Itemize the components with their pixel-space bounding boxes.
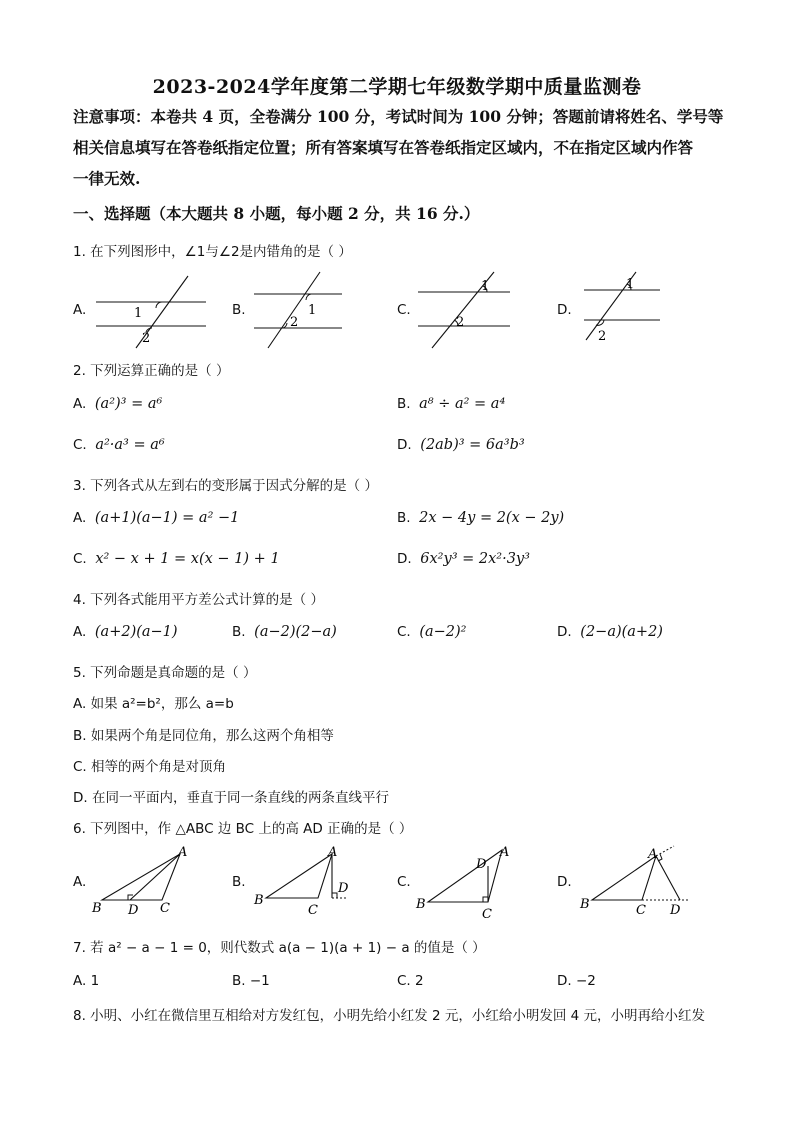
q6b-label-b: B	[254, 893, 264, 908]
q1-figure-b	[248, 268, 348, 350]
q3-option-b	[397, 510, 564, 526]
q6-label-a: A.	[73, 874, 87, 890]
q1b-label-1: 1	[308, 303, 317, 318]
notice-line-3: 一律无效.	[73, 169, 141, 188]
q6a-label-b: B	[92, 901, 102, 916]
q6c-right-angle	[483, 897, 488, 902]
q1c-label-1: 1	[481, 279, 490, 294]
q5-option-b: B. 如果两个角是同位角，那么这两个角相等	[73, 728, 334, 744]
q5-option-a: A. 如果 a²=b²，那么 a=b	[73, 696, 234, 712]
q6a-segment-ad	[130, 854, 180, 900]
q3-option-c	[73, 551, 280, 567]
q6-label-b: B.	[232, 874, 246, 890]
q6c-label-b: B	[416, 897, 426, 912]
q3-option-c-expr: x² − x + 1 = x(x − 1) + 1	[95, 551, 280, 567]
q6-figure-d	[578, 842, 700, 922]
q6d-label-c: C	[636, 903, 646, 918]
q2-option-b-expr: a⁸ ÷ a² = a⁴	[419, 396, 506, 412]
q6d-label-b: B	[580, 897, 590, 912]
q1-figure-c	[410, 268, 520, 350]
q6-figure-a	[88, 842, 200, 922]
q4-option-b-label: B.	[232, 624, 246, 640]
q2-option-a-expr: (a²)³ = a⁶	[94, 396, 163, 412]
q4-option-c-label: C.	[397, 624, 411, 640]
q3-option-d	[397, 551, 530, 567]
q6d-label-d: D	[670, 903, 681, 918]
q1d-label-2: 2	[598, 329, 607, 344]
exam-title: 2023-2024学年度第二学期七年级数学期中质量监测卷	[152, 76, 642, 98]
q2-option-c-label: C.	[73, 437, 87, 453]
notice-line-2: 相关信息填写在答卷纸指定位置；所有答案填写在答卷纸指定区域内，不在指定区域内作答	[73, 138, 694, 157]
q6-figure-c	[414, 842, 526, 922]
q2-option-b-label: B.	[397, 396, 411, 412]
q4-option-d-label: D.	[557, 624, 572, 640]
q4-option-b-expr: (a−2)(2−a)	[254, 624, 337, 640]
q6d-label-a: A	[648, 847, 658, 862]
q1c-label-2: 2	[456, 315, 465, 330]
q6-figure-b	[252, 842, 364, 922]
q6d-segment-ad	[656, 856, 680, 900]
q2-option-a-label: A.	[73, 396, 87, 412]
q2-option-a	[73, 396, 162, 412]
q2-option-d	[397, 437, 525, 453]
q4-option-d	[557, 624, 663, 640]
q5-option-d: D. 在同一平面内，垂直于同一条直线的两条直线平行	[73, 790, 389, 806]
q6a-label-a: A	[178, 845, 188, 860]
q6c-label-d: D	[476, 857, 487, 872]
q2-option-c-expr: a²·a³ = a⁶	[95, 437, 165, 453]
q4-option-a-expr: (a+2)(a−1)	[94, 624, 178, 640]
q3-option-a-label: A.	[73, 510, 87, 526]
q7-option-a: A. 1	[73, 973, 100, 989]
q6a-triangle	[102, 854, 180, 900]
q3-option-d-expr: 6x²y³ = 2x²·3y³	[420, 551, 530, 567]
question-8-stem: 8. 小明、小红在微信里互相给对方发红包，小明先给小红发 2 元，小红给小明发回 4 元，小明再给小红发	[73, 1008, 706, 1024]
q1a-label-2: 2	[142, 331, 151, 346]
question-4-stem: 4. 下列各式能用平方差公式计算的是（ ）	[73, 592, 324, 608]
q2-option-d-label: D.	[397, 437, 412, 453]
question-1-stem: 1. 在下列图形中，∠1与∠2是内错角的是（ ）	[73, 244, 352, 260]
q6a-label-d: D	[128, 903, 139, 918]
notice-line-1: 注意事项：本卷共 4 页，全卷满分 100 分，考试时间为 100 分钟；答题前请将姓名、学号等	[73, 107, 724, 126]
q4-option-a-label: A.	[73, 624, 87, 640]
q2-option-d-expr: (2ab)³ = 6a³b³	[420, 437, 525, 453]
q5-option-c: C. 相等的两个角是对顶角	[73, 759, 227, 775]
q6a-label-c: C	[160, 901, 170, 916]
q1a-angle-arc-1	[156, 302, 162, 308]
q6-label-c: C.	[397, 874, 411, 890]
section-heading: 一、选择题（本大题共 8 小题，每小题 2 分，共 16 分.）	[73, 204, 480, 223]
question-6-stem: 6. 下列图中，作 △ABC 边 BC 上的高 AD 正确的是（ ）	[73, 821, 413, 837]
q4-option-d-expr: (2−a)(a+2)	[580, 624, 663, 640]
q1-label-b: B.	[232, 302, 246, 318]
q1b-label-2: 2	[290, 315, 299, 330]
q6c-triangle	[428, 850, 502, 902]
q2-option-b	[397, 396, 505, 412]
q1a-label-1: 1	[134, 306, 143, 321]
q4-option-c-expr: (a−2)²	[419, 624, 467, 640]
q4-option-b	[232, 624, 337, 640]
q1-label-d: D.	[557, 302, 572, 318]
q1b-angle-arc-1	[306, 294, 311, 300]
q6d-extension-top	[656, 846, 674, 856]
q3-option-a-expr: (a+1)(a−1) = a² −1	[94, 510, 240, 526]
q7-option-c: C. 2	[397, 973, 424, 989]
question-7-stem: 7. 若 a² − a − 1 = 0，则代数式 a(a − 1)(a + 1) − a 的值是（ ）	[73, 940, 486, 956]
q1-figure-d	[576, 268, 666, 350]
q7-option-b: B. −1	[232, 973, 270, 989]
q1-label-c: C.	[397, 302, 411, 318]
q3-option-c-label: C.	[73, 551, 87, 567]
q3-option-b-expr: 2x − 4y = 2(x − 2y)	[419, 510, 565, 526]
q4-option-a	[73, 624, 178, 640]
question-2-stem: 2. 下列运算正确的是（ ）	[73, 363, 230, 379]
q1-figure-a	[88, 268, 213, 350]
question-5-stem: 5. 下列命题是真命题的是（ ）	[73, 665, 257, 681]
q3-option-d-label: D.	[397, 551, 412, 567]
q6b-triangle	[266, 854, 332, 898]
q6b-label-d: D	[338, 881, 349, 896]
q3-option-a	[73, 510, 239, 526]
question-3-stem: 3. 下列各式从左到右的变形属于因式分解的是（ ）	[73, 478, 378, 494]
q6c-label-a: A	[500, 845, 510, 860]
q1-label-a: A.	[73, 302, 87, 318]
q6c-label-c: C	[482, 907, 492, 922]
q4-option-c	[397, 624, 466, 640]
q6-label-d: D.	[557, 874, 572, 890]
q2-option-c	[73, 437, 165, 453]
q3-option-b-label: B.	[397, 510, 411, 526]
q6b-label-c: C	[308, 903, 318, 918]
q7-option-d: D. −2	[557, 973, 596, 989]
q6b-right-angle	[332, 893, 337, 898]
q6b-label-a: A	[328, 845, 338, 860]
q1d-label-1: 1	[626, 277, 635, 292]
q6d-triangle	[592, 856, 656, 900]
